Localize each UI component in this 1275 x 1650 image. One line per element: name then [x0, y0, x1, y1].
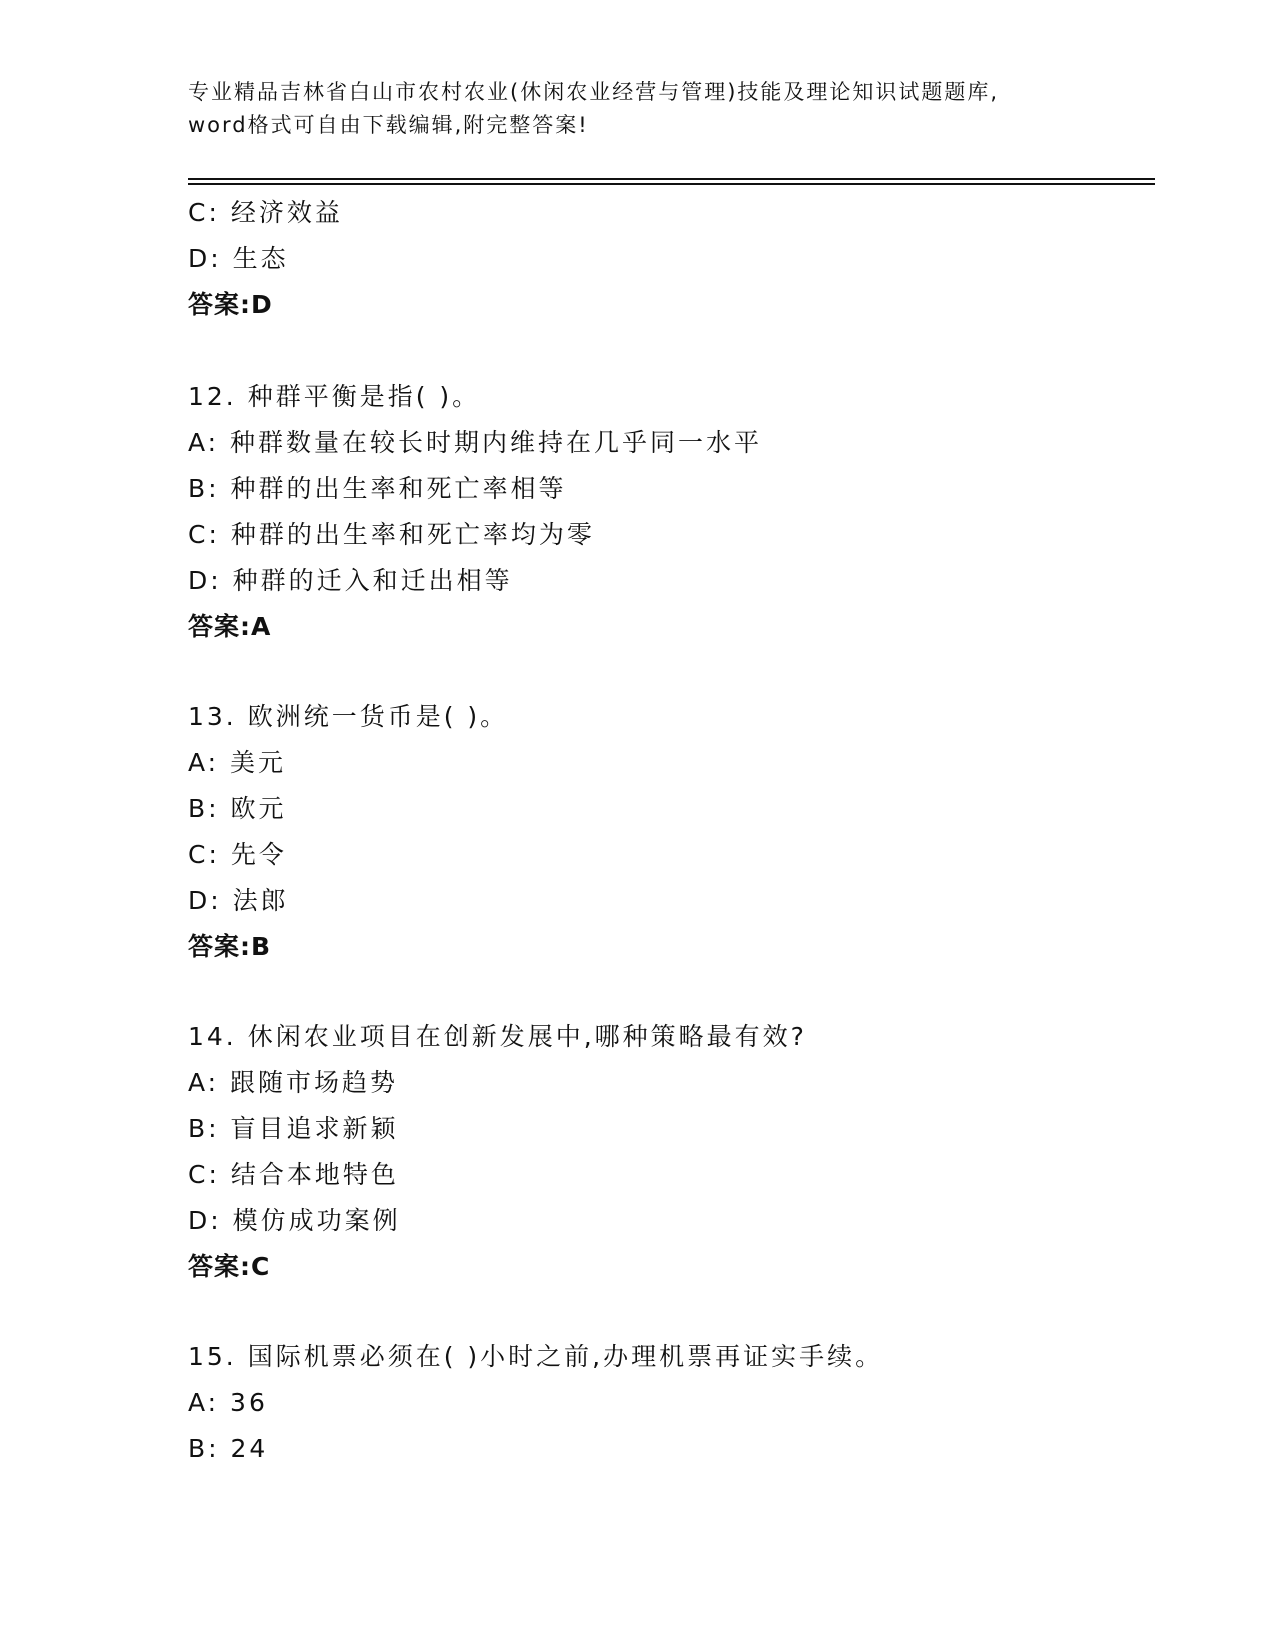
answer-line: 答案:C [188, 1252, 271, 1281]
option-b: B: 种群的出生率和死亡率相等 [188, 474, 567, 503]
option-a: A: 跟随市场趋势 [188, 1068, 399, 1097]
option-a: A: 种群数量在较长时期内维持在几乎同一水平 [188, 428, 763, 457]
option-c: C: 种群的出生率和死亡率均为零 [188, 520, 595, 549]
document-header [188, 76, 1168, 142]
header-rule-top [188, 178, 1155, 180]
option-c: C: 结合本地特色 [188, 1160, 399, 1189]
carryover-question [188, 190, 1168, 328]
option-c: C: 经济效益 [188, 198, 343, 227]
question-13 [188, 694, 1168, 970]
option-d: D: 模仿成功案例 [188, 1206, 401, 1235]
question-stem: 15. 国际机票必须在( )小时之前,办理机票再证实手续。 [188, 1342, 884, 1371]
option-b: B: 欧元 [188, 794, 287, 823]
question-14 [188, 1014, 1168, 1290]
header-title-line-1: 专业精品吉林省白山市农村农业(休闲农业经营与管理)技能及理论知识试题题库, [188, 80, 1000, 104]
option-d: D: 法郎 [188, 886, 289, 915]
option-c: C: 先令 [188, 840, 287, 869]
question-12 [188, 374, 1168, 650]
option-a: A: 美元 [188, 748, 287, 777]
option-d: D: 种群的迁入和迁出相等 [188, 566, 513, 595]
question-stem: 13. 欧洲统一货币是( )。 [188, 702, 509, 731]
option-b: B: 盲目追求新颖 [188, 1114, 399, 1143]
option-a: A: 36 [188, 1388, 268, 1417]
header-rule-bottom [188, 183, 1155, 185]
question-stem: 14. 休闲农业项目在创新发展中,哪种策略最有效? [188, 1022, 807, 1051]
option-b: B: 24 [188, 1434, 269, 1463]
question-list [188, 190, 1168, 1472]
option-d: D: 生态 [188, 244, 289, 273]
answer-line: 答案:A [188, 612, 272, 641]
question-15 [188, 1334, 1168, 1472]
answer-line: 答案:D [188, 290, 273, 319]
answer-line: 答案:B [188, 932, 272, 961]
header-title-line-2: word格式可自由下载编辑,附完整答案! [188, 113, 589, 137]
question-stem: 12. 种群平衡是指( )。 [188, 382, 481, 411]
